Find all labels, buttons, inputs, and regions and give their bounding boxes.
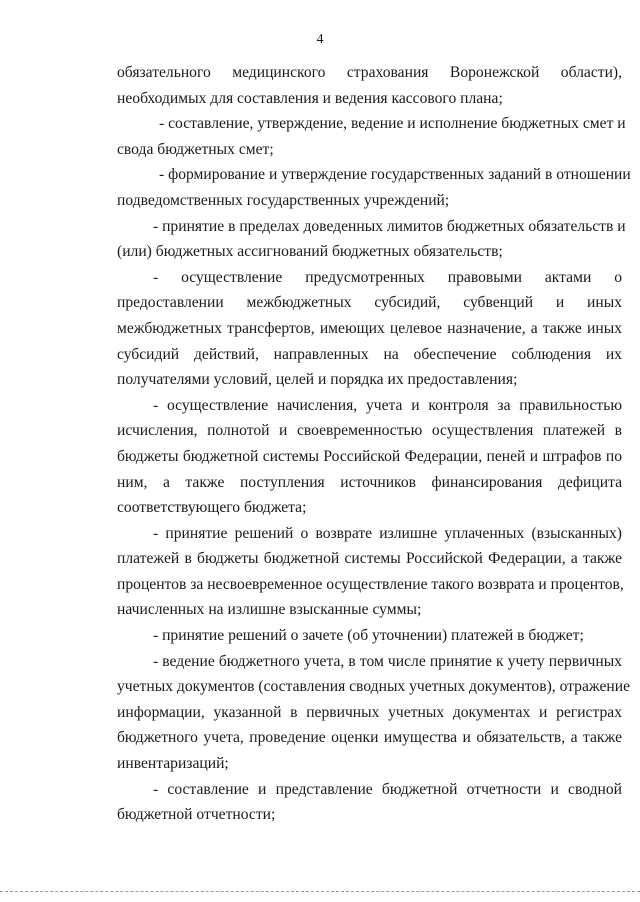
- text-line: - ведение бюджетного учета, в том числе принятие к учету первичных: [153, 652, 622, 670]
- text-line: - принятие решений о возврате излишне уплаченных (взысканных): [153, 524, 622, 542]
- text-line: - осуществление начисления, учета и контроля за правильностью: [153, 396, 622, 414]
- text-line: - составление, утверждение, ведение и исполнение бюджетных смет и: [159, 115, 626, 133]
- text-line: обязательного медицинского страхования Воронежской области),: [117, 64, 622, 81]
- text-line: - осуществление предусмотренных правовыми актами о: [153, 268, 622, 286]
- text-line: - принятие в пределах доведенных лимитов бюджетных обязательств и: [153, 217, 626, 235]
- list-item-offset-decisions: [117, 623, 622, 649]
- text-line: субсидий действий, направленных на обеспечение соблюдения их: [117, 345, 622, 363]
- text-line: предоставлении межбюджетных субсидий, субвенций и иных: [117, 294, 622, 312]
- text-line: информации, указанной в первичных учетных документах и регистрах: [117, 703, 622, 721]
- list-item-budget-estimates: [117, 111, 626, 162]
- text-line: получателями условий, целей и порядка их предоставления;: [117, 371, 518, 389]
- text-line: бюджетного учета, проведение оценки имущества и обязательств, а также: [117, 729, 622, 747]
- text-line: бюджеты бюджетной системы Российской Федерации, пеней и штрафов по: [117, 447, 622, 465]
- list-item-accrual-control: [117, 393, 622, 521]
- text-line: платежей в бюджеты бюджетной системы Российской Федерации, а также: [117, 550, 622, 568]
- scan-edge-line: [0, 891, 640, 892]
- list-item-budget-accounting: [117, 649, 630, 777]
- paragraph-continuation: [117, 60, 622, 111]
- list-item-state-assignments: [117, 162, 631, 213]
- text-line: бюджетной отчетности;: [117, 806, 276, 824]
- text-line: необходимых для составления и ведения кассового плана;: [117, 89, 503, 107]
- list-item-reporting: [117, 777, 622, 828]
- text-line: процентов за несвоевременное осуществление такого возврата и процентов,: [117, 575, 624, 593]
- text-line: исчисления, полнотой и своевременностью осуществления платежей в: [117, 422, 622, 440]
- text-line: - формирование и утверждение государственных заданий в отношении: [159, 166, 631, 184]
- text-line: учетных документов (составления сводных учетных документов), отражение: [117, 678, 630, 696]
- text-line: свода бюджетных смет;: [117, 140, 274, 158]
- text-line: - принятие решений о зачете (об уточнении) платежей в бюджет;: [153, 627, 584, 645]
- page-number: 4: [316, 32, 324, 47]
- text-line: (или) бюджетных ассигнований бюджетных обязательств;: [117, 243, 503, 261]
- text-line: соответствующего бюджета;: [117, 499, 307, 517]
- text-line: ним, а также поступления источников финансирования дефицита: [117, 473, 622, 491]
- document-body: [117, 60, 631, 828]
- list-item-refund-decisions: [117, 521, 622, 623]
- text-line: - составление и представление бюджетной отчетности и сводной: [153, 780, 622, 798]
- text-line: подведомственных государственных учреждений;: [117, 191, 450, 209]
- list-item-budget-obligations: [117, 214, 626, 265]
- text-line: инвентаризаций;: [117, 755, 229, 773]
- list-item-interbudget-transfers: [117, 265, 622, 393]
- text-line: начисленных на излишне взысканные суммы;: [117, 601, 422, 619]
- text-line: межбюджетных трансфертов, имеющих целевое назначение, а также иных: [117, 319, 622, 337]
